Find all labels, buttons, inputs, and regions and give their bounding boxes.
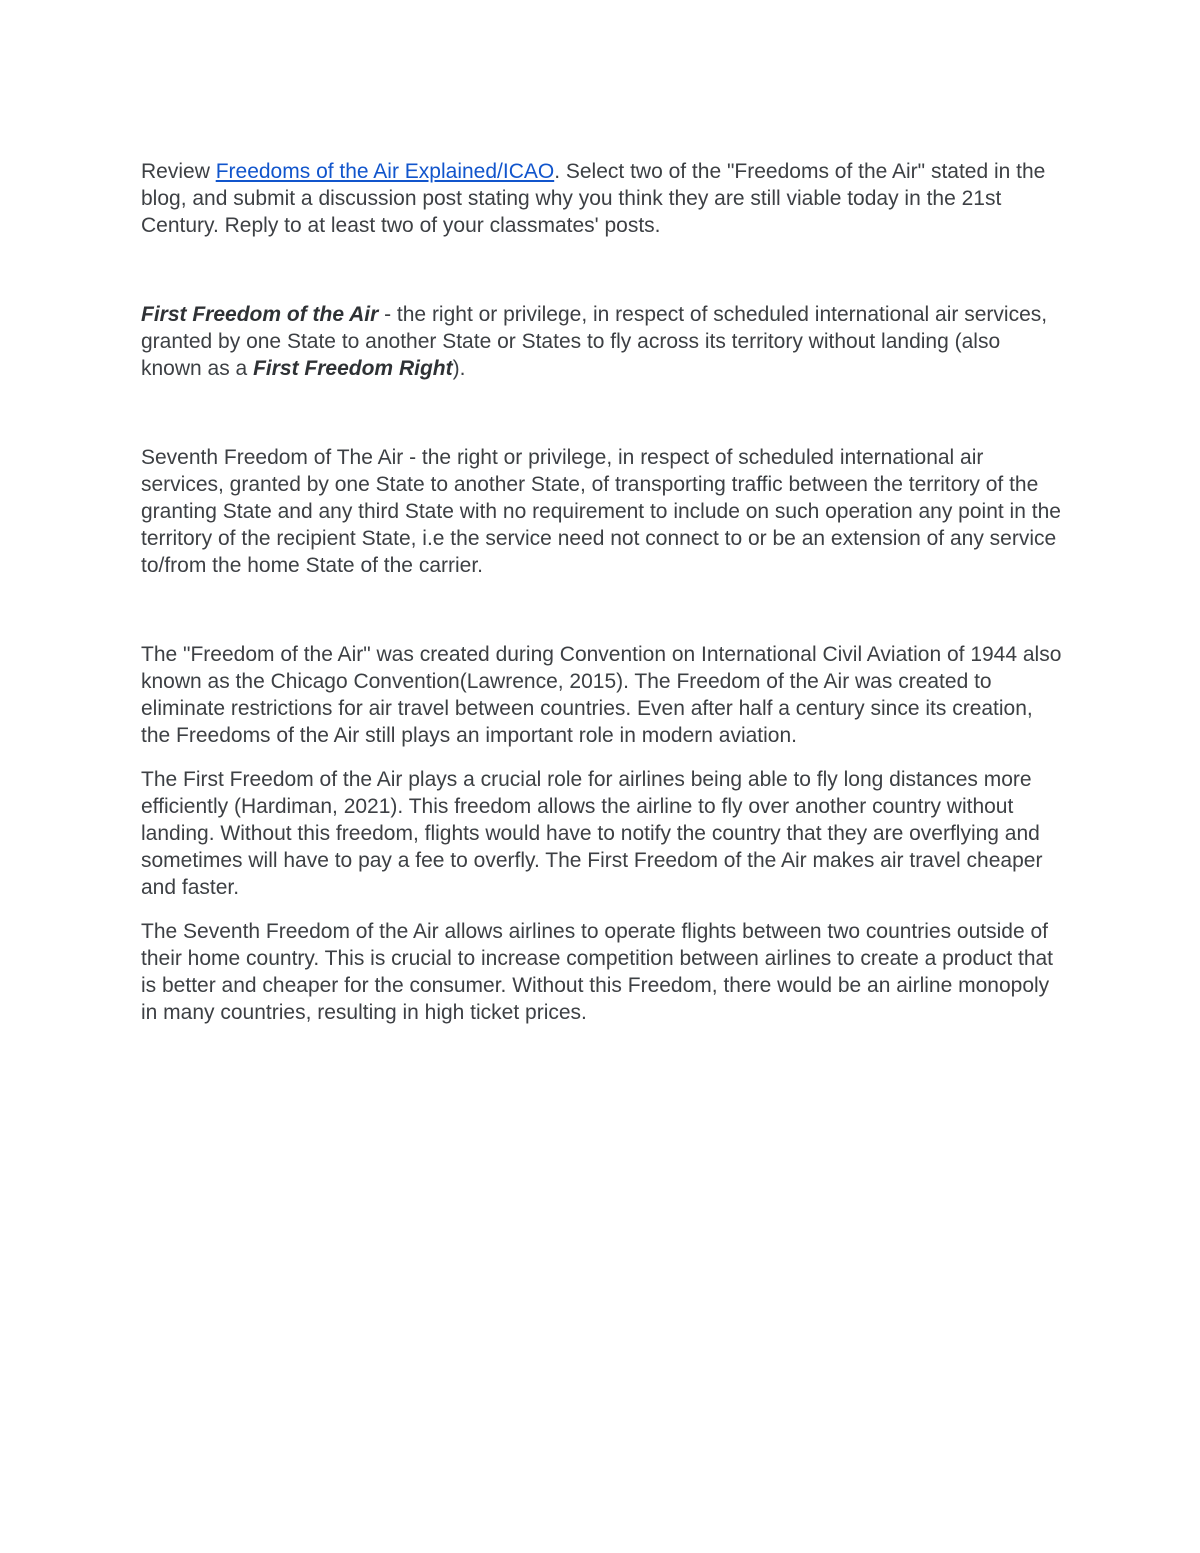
- seventh-freedom-paragraph: Seventh Freedom of The Air - the right or privilege, in respect of scheduled international air services, granted by one State to another State, of transporting traffic between the territory of the granting State and any third State with no requirement to include on such operation any point in the territory of the recipient State, i.e the service need not connect to or be an extension of any service to/from the home State of the carrier.: [141, 446, 1061, 577]
- intro-paragraph: [141, 158, 1066, 239]
- intro-text-before-link: Review: [141, 160, 216, 183]
- body-paragraph-history: The "Freedom of the Air" was created during Convention on International Civil Aviation of 1944 also known as the Chicago Convention(Lawrence, 2015). The Freedom of the Air was created to eliminate restrictions for air travel between countries. Even after half a century since its creation, the Freedoms of the Air still plays an important role in modern aviation.: [141, 643, 1062, 747]
- document-body: [141, 158, 1066, 1043]
- body-paragraph-first-freedom: The First Freedom of the Air plays a crucial role for airlines being able to fly long distances more efficiently (Hardiman, 2021). This freedom allows the airline to fly over another country without landing. Without this freedom, flights would have to notify the country that they are overflying and sometimes will have to pay a fee to overfly. The First Freedom of the Air makes air travel cheaper and faster.: [141, 768, 1043, 899]
- first-freedom-closing: ).: [452, 357, 466, 380]
- body-paragraph-seventh-freedom: The Seventh Freedom of the Air allows airlines to operate flights between two countries outside of their home country. This is crucial to increase competition between airlines to create a product that is better and cheaper for the consumer. Without this Freedom, there would be an airline monopoly in many countries, resulting in high ticket prices.: [141, 920, 1054, 1024]
- first-freedom-paragraph: [141, 301, 1066, 382]
- first-freedom-definition: - the right or privilege, in respect of scheduled international air services, granted by one State to another State or States to fly across its territory without landing (also known as a: [141, 303, 1048, 380]
- first-freedom-term: First Freedom of the Air: [141, 303, 379, 326]
- first-freedom-right-term: First Freedom Right: [253, 357, 453, 380]
- freedoms-of-the-air-link[interactable]: Freedoms of the Air Explained/ICAO: [215, 160, 555, 183]
- intro-text-after-link: . Select two of the "Freedoms of the Air" stated in the blog, and submit a discussion post stating why you think they are still viable today in the 21st Century. Reply to at least two of your classmates' posts.: [141, 160, 1046, 237]
